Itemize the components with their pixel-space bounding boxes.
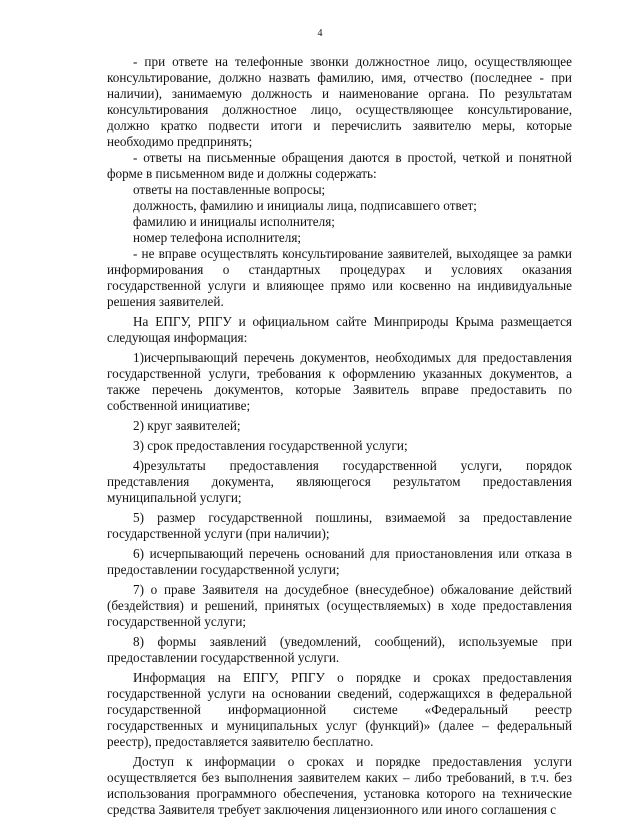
paragraph-access: Доступ к информации о сроках и порядке предоставления услуги осуществляется без выполнения заявителем каких – либо требований, в т.ч. без использования программного обеспечения, установка которого на технические средства Заявителя требует заключения лицензионного или иного соглашения с	[107, 754, 572, 817]
list-item-5: 5) размер государственной пошлины, взимаемой за предоставление государственной услуги (при наличии);	[107, 510, 572, 541]
page-number: 4	[317, 28, 323, 39]
paragraph-written-answers: - ответы на письменные обращения даются в простой, четкой и понятной форме в письменном виде и должны содержать:	[107, 150, 572, 181]
list-item-signer: должность, фамилию и инициалы лица, подписавшего ответ;	[133, 198, 477, 213]
list-item-executor: фамилию и инициалы исполнителя;	[133, 214, 335, 229]
list-item-4: 4)результаты предоставления государственной услуги, порядок представления документа, являющегося результатом предоставления муниципальной услуги;	[107, 458, 572, 505]
list-item-2: 2) круг заявителей;	[133, 418, 241, 433]
list-item-3: 3) срок предоставления государственной услуги;	[133, 438, 408, 453]
list-item-7: 7) о праве Заявителя на досудебное (внесудебное) обжалование действий (бездействия) и решений, принятых (осуществляемых) в ходе предоставления государственной услуги;	[107, 582, 572, 629]
list-item-8: 8) формы заявлений (уведомлений, сообщений), используемые при предоставлении государственной услуги.	[107, 634, 572, 665]
list-item-1: 1)исчерпывающий перечень документов, необходимых для предоставления государственной услуги, требования к оформлению указанных документов, а также перечень документов, которые Заявитель вправе предоставить по собственной инициативе;	[107, 350, 572, 413]
paragraph-phone-consulting: - при ответе на телефонные звонки должностное лицо, осуществляющее консультирование, должно назвать фамилию, имя, отчество (последнее - при наличии), занимаемую должность и наименование органа. По результатам консультирования должностное лицо, осуществляющее консультирование, должно кратко подвести итоги и перечислить заявителю меры, которые необходимо предпринять;	[107, 54, 572, 149]
list-item-6: 6) исчерпывающий перечень оснований для приостановления или отказа в предоставлении государственной услуги;	[107, 546, 572, 577]
list-item-phone: номер телефона исполнителя;	[133, 230, 302, 245]
body-text	[107, 54, 572, 818]
paragraph-info-posted: На ЕПГУ, РПГУ и официальном сайте Минприроды Крыма размещается следующая информация:	[107, 314, 572, 345]
paragraph-not-entitled: - не вправе осуществлять консультирование заявителей, выходящее за рамки информирования о стандартных процедурах и условиях оказания государственной услуги и влияющее прямо или косвенно на индивидуальные решения заявителей.	[107, 246, 572, 309]
list-item-answers: ответы на поставленные вопросы;	[133, 182, 326, 197]
paragraph-info-free: Информация на ЕПГУ, РПГУ о порядке и сроках предоставления государственной услуги на основании сведений, содержащихся в федеральной государственной информационной системе «Федеральный реестр государственных и муниципальных услуг (функций)» (далее – федеральный реестр), предоставляется заявителю бесплатно.	[107, 670, 572, 749]
